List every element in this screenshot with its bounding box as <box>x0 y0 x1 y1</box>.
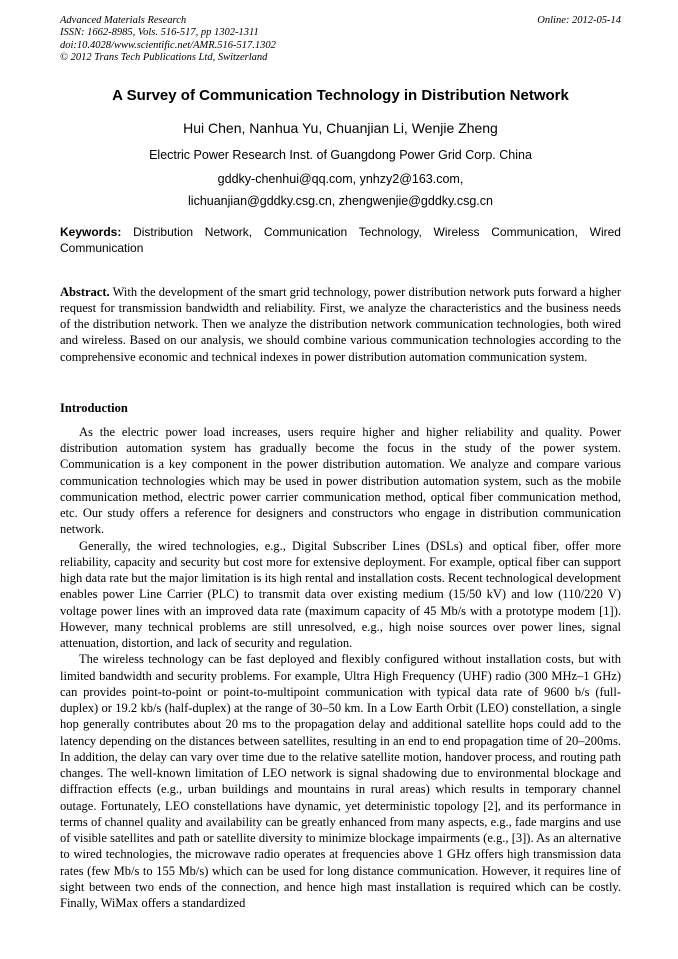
journal-header <box>60 15 621 65</box>
introduction-paragraph-1: As the electric power load increases, users require higher and higher reliability and quality. Power distribution automation system has gradually become the focus in the study of the power system. Communication is a key component in the power distribution automation. We analyze and compare various communication technologies which may be used in power distribution automation system, such as the mobile communication method, electric power carrier communication method, optical fiber communication method, etc. Our study offers a reference for designers and constructors who engage in distribution communication network. <box>60 424 621 537</box>
emails-line-2: lichuanjian@gddky.csg.cn, zhengwenjie@gddky.csg.cn <box>188 193 493 208</box>
paper-title: A Survey of Communication Technology in Distribution Network <box>112 86 569 104</box>
authors-line: Hui Chen, Nanhua Yu, Chuanjian Li, Wenjie Zheng <box>183 119 498 136</box>
issn-line: ISSN: 1662-8985, Vols. 516-517, pp 1302-1311 <box>60 27 259 39</box>
abstract-text: With the development of the smart grid technology, power distribution network puts forward a higher request for transmission bandwidth and reliability. First, we analyze the characteristics and the business needs of the distribution network. Then we analyze the distribution network communication technologies, both wired and wireless. Based on our analysis, we should combine various communication technologies according to the comprehensive economic and technical indexes in power distribution automation communication system. <box>60 284 621 364</box>
doi-line: doi:10.4028/www.scientific.net/AMR.516-517.1302 <box>60 39 276 51</box>
journal-header-left <box>60 15 276 65</box>
abstract-block <box>60 284 621 365</box>
introduction-heading: Introduction <box>60 400 128 415</box>
keywords-label: Keywords: <box>60 224 122 239</box>
introduction-paragraph-3: The wireless technology can be fast deployed and flexibly configured without installation costs, but with limited bandwidth and security problems. For example, Ultra High Frequency (UHF) radio (300 MHz–1 GHz) can provides point-to-point or point-to-multipoint communication with typical data rate of 9600 b/s (full-duplex) or 19.2 kb/s (half-duplex) at the range of 30–50 km. In a Low Earth Orbit (LEO) constellation, a single hop generally contributes about 20 ms to the propagation delay and additional satellite hops could add to the latency depending on the distances between satellites, resulting in an end to end propagation time of 20–200ms. In addition, the delay can vary over time due to the relative satellite motion, handover process, and routing path changes. The well-known limitation of LEO network is signal shadowing due to environmental blockage and diffraction effects (e.g., urban buildings and mountains in rural areas) which results in temporary channel outage. Fortunately, LEO constellations have dynamic, yet deterministic topology [2], and its performance in terms of channel quality and availability can be greatly enhanced from many aspects, e.g., fade margins and use of visible satellites and path or satellite diversity to minimize blockage impairments (e.g., [3]). As an alternative to wired technologies, the microwave radio operates at frequencies above 1 GHz offers high transmission data rates (few Mb/s to 155 Mb/s) which can be used for long distance communication. However, it requires line of sight between two ends of the connection, and hence high mast installation is required which can be costly. Finally, WiMax offers a standardized <box>60 652 621 911</box>
keywords-block <box>60 224 621 257</box>
journal-name: Advanced Materials Research <box>60 15 187 26</box>
online-date: Online: 2012-05-14 <box>537 15 621 26</box>
affiliation-line: Electric Power Research Inst. of Guangdong Power Grid Corp. China <box>149 147 532 162</box>
copyright-line: © 2012 Trans Tech Publications Ltd, Switzerland <box>60 52 268 64</box>
emails-line-1: gddky-chenhui@qq.com, ynhzy2@163.com, <box>217 171 464 186</box>
abstract-label: Abstract. <box>60 284 110 299</box>
introduction-paragraph-2: Generally, the wired technologies, e.g., Digital Subscriber Lines (DSLs) and optical fiber, offer more reliability, capacity and security but cost more for extensive deployment. For example, optical fiber can support high data rate but the major limitation is its high rental and installation costs. Recent technological development enables power Line Carrier (PLC) to transmit data over existing medium (15/50 kV) and low (110/220 V) voltage power lines with an improved data rate (maximum capacity of 45 Mb/s with a prototype modem [1]). However, many technical problems are still unresolved, e.g., high noise sources over power lines, signal attenuation, distortion, and lack of security and regulation. <box>60 538 621 651</box>
keywords-text: Distribution Network, Communication Technology, Wireless Communication, Wired Communication <box>60 224 621 256</box>
